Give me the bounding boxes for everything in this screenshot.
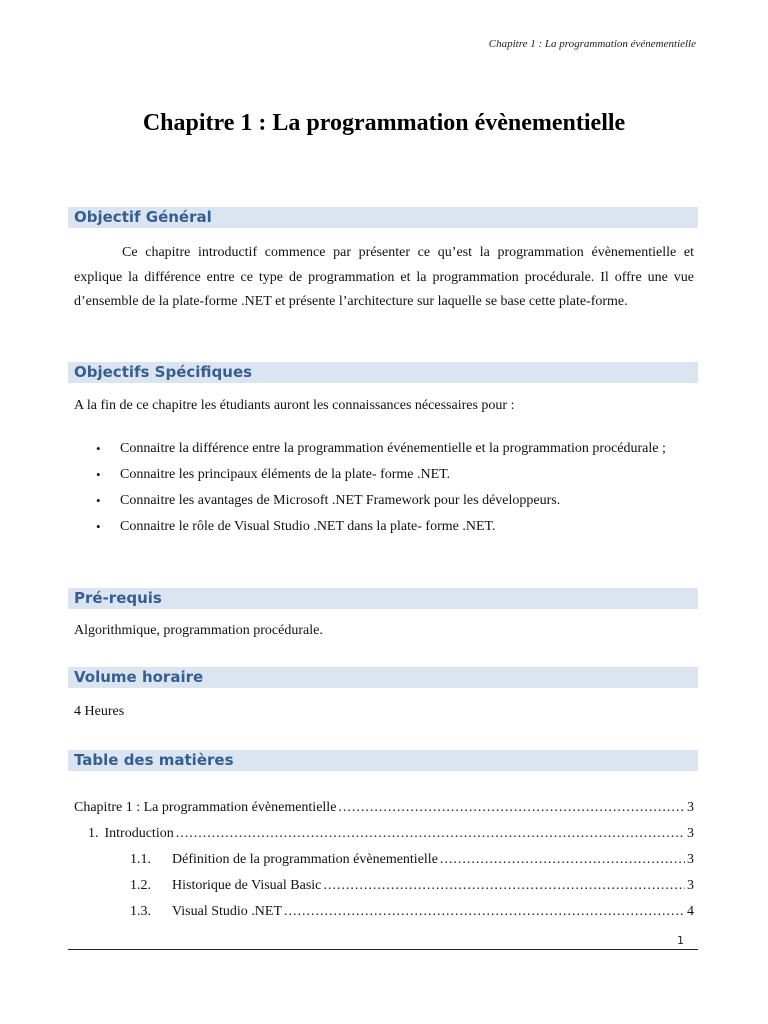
section-heading: Objectifs Spécifiques [74, 363, 253, 381]
toc-entry-label: Visual Studio .NET [172, 904, 282, 919]
list-item-text: Connaitre le rôle de Visual Studio .NET dans la plate- forme .NET. [120, 519, 496, 534]
toc-leader [284, 904, 685, 920]
toc-entry-label: Définition de la programmation évènementielle [172, 852, 438, 867]
toc-entry-page: 3 [687, 800, 694, 815]
toc-leader [176, 826, 685, 842]
objectif-general-paragraph: Ce chapitre introductif commence par présenter ce qu’est la programmation évènementielle et explique la différence entre ce type de programmation et la programmation procédurale. Il offre une vue d’ensemble de la plate-forme .NET et présente l’architecture sur laquelle se base cette plate-forme. [74, 245, 694, 309]
list-item [74, 438, 694, 460]
toc-entry-number: 1.3. [130, 904, 151, 919]
objectives-list [74, 438, 694, 542]
toc-entry-label: Historique de Visual Basic [172, 878, 322, 893]
bullet-icon: • [96, 441, 101, 456]
list-item [74, 516, 694, 538]
toc-entry-label: Chapitre 1 : La programmation évènementielle [74, 800, 337, 815]
prerequis-text: Algorithmique, programmation procédurale. [74, 623, 323, 638]
bullet-icon: • [96, 493, 101, 508]
toc-entry-number: 1.1. [130, 852, 151, 867]
list-item-text: Connaitre les avantages de Microsoft .NET Framework pour les développeurs. [120, 493, 561, 508]
toc-entry-historique[interactable] [130, 878, 694, 894]
section-objectifs-specifiques [68, 362, 698, 383]
toc-entry-introduction[interactable] [88, 826, 694, 842]
toc-entry-page: 4 [687, 904, 694, 919]
page-number: 1 [677, 934, 684, 947]
toc-entry-chapter[interactable] [74, 800, 694, 816]
volume-horaire-text: 4 Heures [74, 704, 125, 719]
running-header: Chapitre 1 : La programmation événementielle [488, 38, 696, 50]
list-item [74, 464, 694, 486]
toc-leader [323, 878, 685, 894]
section-volume-horaire [68, 667, 698, 688]
section-heading: Table des matières [74, 751, 234, 769]
toc-entry-number: 1.2. [130, 878, 151, 893]
toc-entry-page: 3 [687, 826, 694, 841]
toc-entry-label: Introduction [104, 826, 174, 841]
toc-entry-page: 3 [687, 878, 694, 893]
list-item [74, 490, 694, 512]
section-table-des-matieres [68, 750, 698, 771]
objectifs-intro: A la fin de ce chapitre les étudiants auront les connaissances nécessaires pour : [74, 398, 515, 413]
bullet-icon: • [96, 519, 101, 534]
toc-leader [440, 852, 685, 868]
toc-entry-number: 1. [88, 826, 99, 841]
list-item-text: Connaitre les principaux éléments de la plate- forme .NET. [120, 467, 451, 482]
chapter-title: Chapitre 1 : La programmation évènementielle [142, 110, 626, 136]
toc-entry-page: 3 [687, 852, 694, 867]
toc-entry-visual-studio[interactable] [130, 904, 694, 920]
section-heading: Objectif Général [74, 208, 212, 226]
bullet-icon: • [96, 467, 101, 482]
section-heading: Volume horaire [74, 668, 204, 686]
section-objectif-general [68, 207, 698, 228]
section-prerequis [68, 588, 698, 609]
toc-leader [338, 800, 685, 816]
list-item-text: Connaitre la différence entre la programmation événementielle et la programmation procédurale ; [120, 441, 666, 456]
toc-entry-definition[interactable] [130, 852, 694, 868]
section-heading: Pré-requis [74, 589, 162, 607]
footer-rule [68, 949, 698, 950]
